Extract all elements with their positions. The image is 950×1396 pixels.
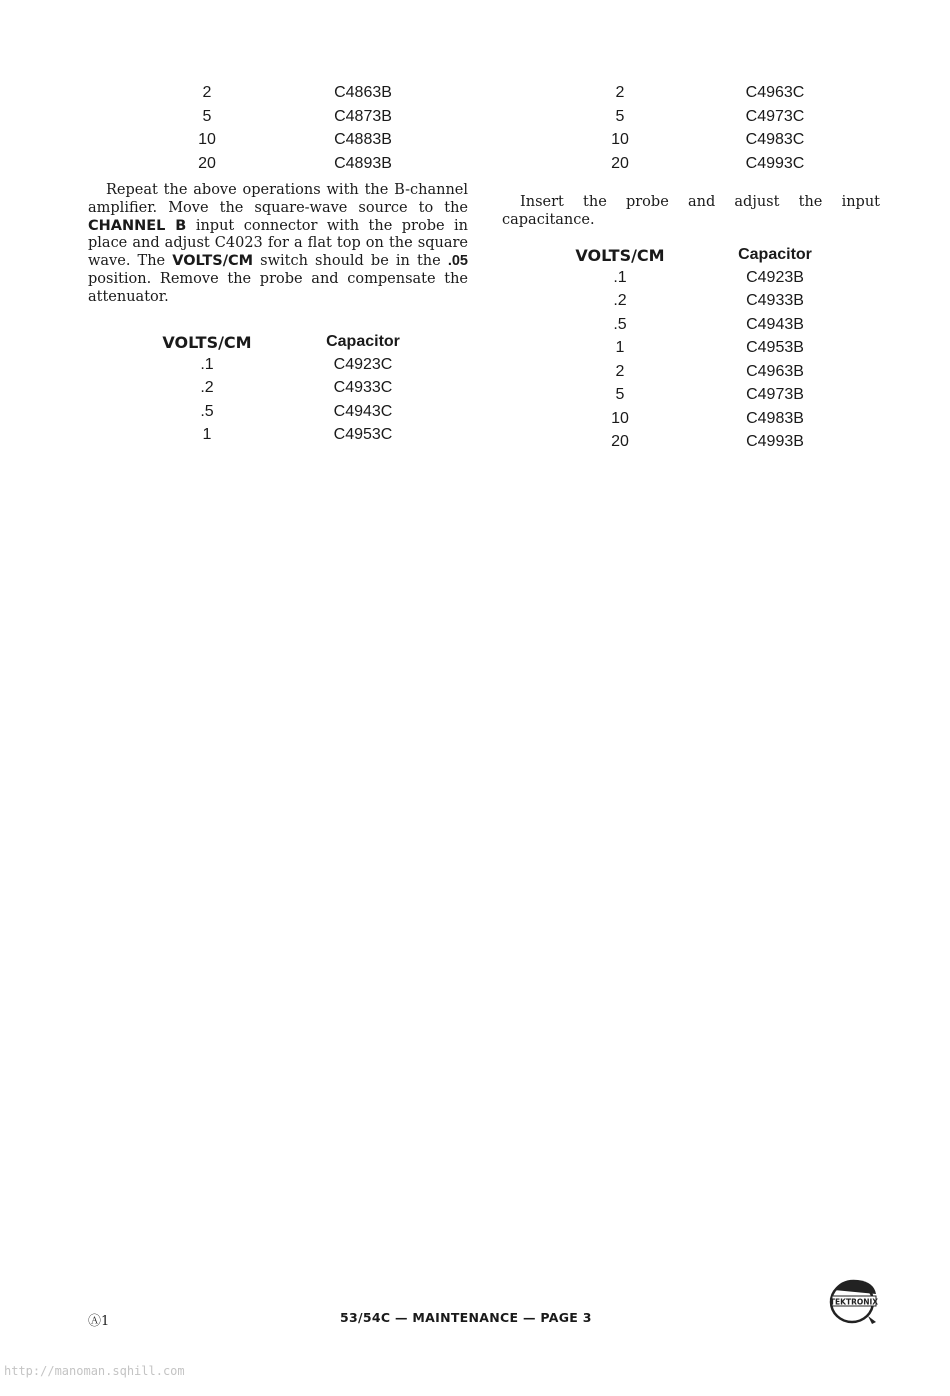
para-text: position. Remove the probe and compensate the attenuator. [88, 270, 468, 305]
table-row [502, 108, 880, 132]
table-row [502, 131, 880, 155]
header-volts: VOLTS/CM [162, 332, 252, 352]
capacitor-cell: C4923C [333, 355, 393, 373]
capacitor-cell: C4943B [746, 315, 804, 333]
tektronix-logo-icon [828, 1276, 880, 1326]
table-row [502, 433, 880, 457]
volts-cell: .2 [613, 292, 627, 310]
volts-cell: 2 [615, 362, 625, 380]
capacitor-cell: C4883B [334, 131, 392, 148]
volts-cell: .1 [613, 268, 627, 286]
volts-cell: .5 [200, 402, 214, 420]
header-capacitor: Capacitor [326, 332, 400, 350]
capacitor-cell: C4973C [745, 107, 805, 125]
volts-cell: .5 [613, 315, 627, 333]
table-header [88, 333, 468, 356]
volts-cell: 1 [202, 426, 212, 444]
table-row [88, 356, 468, 380]
capacitor-cell: C4953B [746, 339, 804, 357]
table-row [88, 108, 468, 132]
capacitor-cell: C4863B [334, 84, 392, 101]
table-row [88, 84, 468, 108]
volts-cell: 1 [615, 339, 625, 357]
right-paragraph: Insert the probe and adjust the input capacitance. [502, 194, 880, 228]
header-volts: VOLTS/CM [575, 245, 665, 265]
left-top-table [88, 84, 468, 178]
capacitor-cell: C4893B [334, 154, 392, 172]
table-row [88, 426, 468, 450]
left-column [88, 84, 468, 450]
table-row [502, 269, 880, 293]
right-capacitor-table [502, 246, 880, 457]
volts-cell: 5 [615, 107, 625, 125]
volts-cm-label: VOLTS/CM [172, 253, 254, 270]
volts-cell: 10 [611, 131, 629, 148]
para-text: Repeat the above operations with the B-channel amplifier. Move the square-wave source to the [88, 182, 468, 216]
para-text: switch should be in the [253, 253, 448, 270]
left-paragraph [88, 182, 468, 307]
volts-cell: 20 [198, 154, 216, 172]
capacitor-cell: C4963B [746, 362, 804, 380]
watermark-url: http://manoman.sqhill.com [4, 1364, 185, 1378]
volts-cell: 10 [198, 131, 216, 148]
page-footer [0, 1308, 950, 1338]
table-row [88, 403, 468, 427]
right-top-table [502, 84, 880, 178]
table-row [88, 131, 468, 155]
table-header [502, 246, 880, 269]
revision-mark: Ⓐ1 [88, 1314, 110, 1329]
header-capacitor: Capacitor [738, 245, 812, 263]
volts-cell: 10 [611, 409, 629, 427]
capacitor-cell: C4983C [745, 131, 805, 148]
logo-text: TEKTRONIX [829, 1297, 879, 1307]
table-row [502, 292, 880, 316]
table-row [88, 155, 468, 179]
right-column [502, 84, 880, 457]
table-row [502, 84, 880, 108]
capacitor-cell: C4873B [334, 107, 392, 125]
footer-title: 53/54C — MAINTENANCE — PAGE 3 [340, 1310, 592, 1325]
volts-cell: 2 [202, 84, 212, 101]
table-row [502, 386, 880, 410]
capacitor-cell: C4943C [333, 402, 393, 420]
table-row [502, 316, 880, 340]
volts-cell: .2 [200, 379, 214, 397]
table-row [502, 339, 880, 363]
capacitor-cell: C4933B [746, 292, 804, 310]
capacitor-cell: C4993C [745, 154, 805, 172]
volts-cell: 5 [615, 386, 625, 404]
para-text: input connector with the probe in place and adjust C4023 for a flat top on the square wave. The [88, 217, 469, 270]
capacitor-cell: C4993B [746, 433, 804, 451]
volts-cell: 20 [611, 154, 629, 172]
volts-cell: 2 [615, 84, 625, 101]
capacitor-cell: C4983B [746, 409, 804, 427]
table-row [502, 410, 880, 434]
capacitor-cell: C4923B [746, 268, 804, 286]
table-row [502, 155, 880, 179]
table-row [502, 363, 880, 387]
volts-cell: .1 [200, 355, 214, 373]
volts-cell: 20 [611, 433, 629, 451]
left-capacitor-table [88, 333, 468, 450]
capacitor-cell: C4933C [333, 379, 393, 397]
position-value: .05 [447, 253, 468, 270]
table-row [88, 379, 468, 403]
channel-b-label: CHANNEL B [88, 217, 187, 234]
capacitor-cell: C4963C [745, 84, 805, 101]
capacitor-cell: C4973B [746, 386, 804, 404]
capacitor-cell: C4953C [333, 426, 393, 444]
volts-cell: 5 [202, 107, 212, 125]
